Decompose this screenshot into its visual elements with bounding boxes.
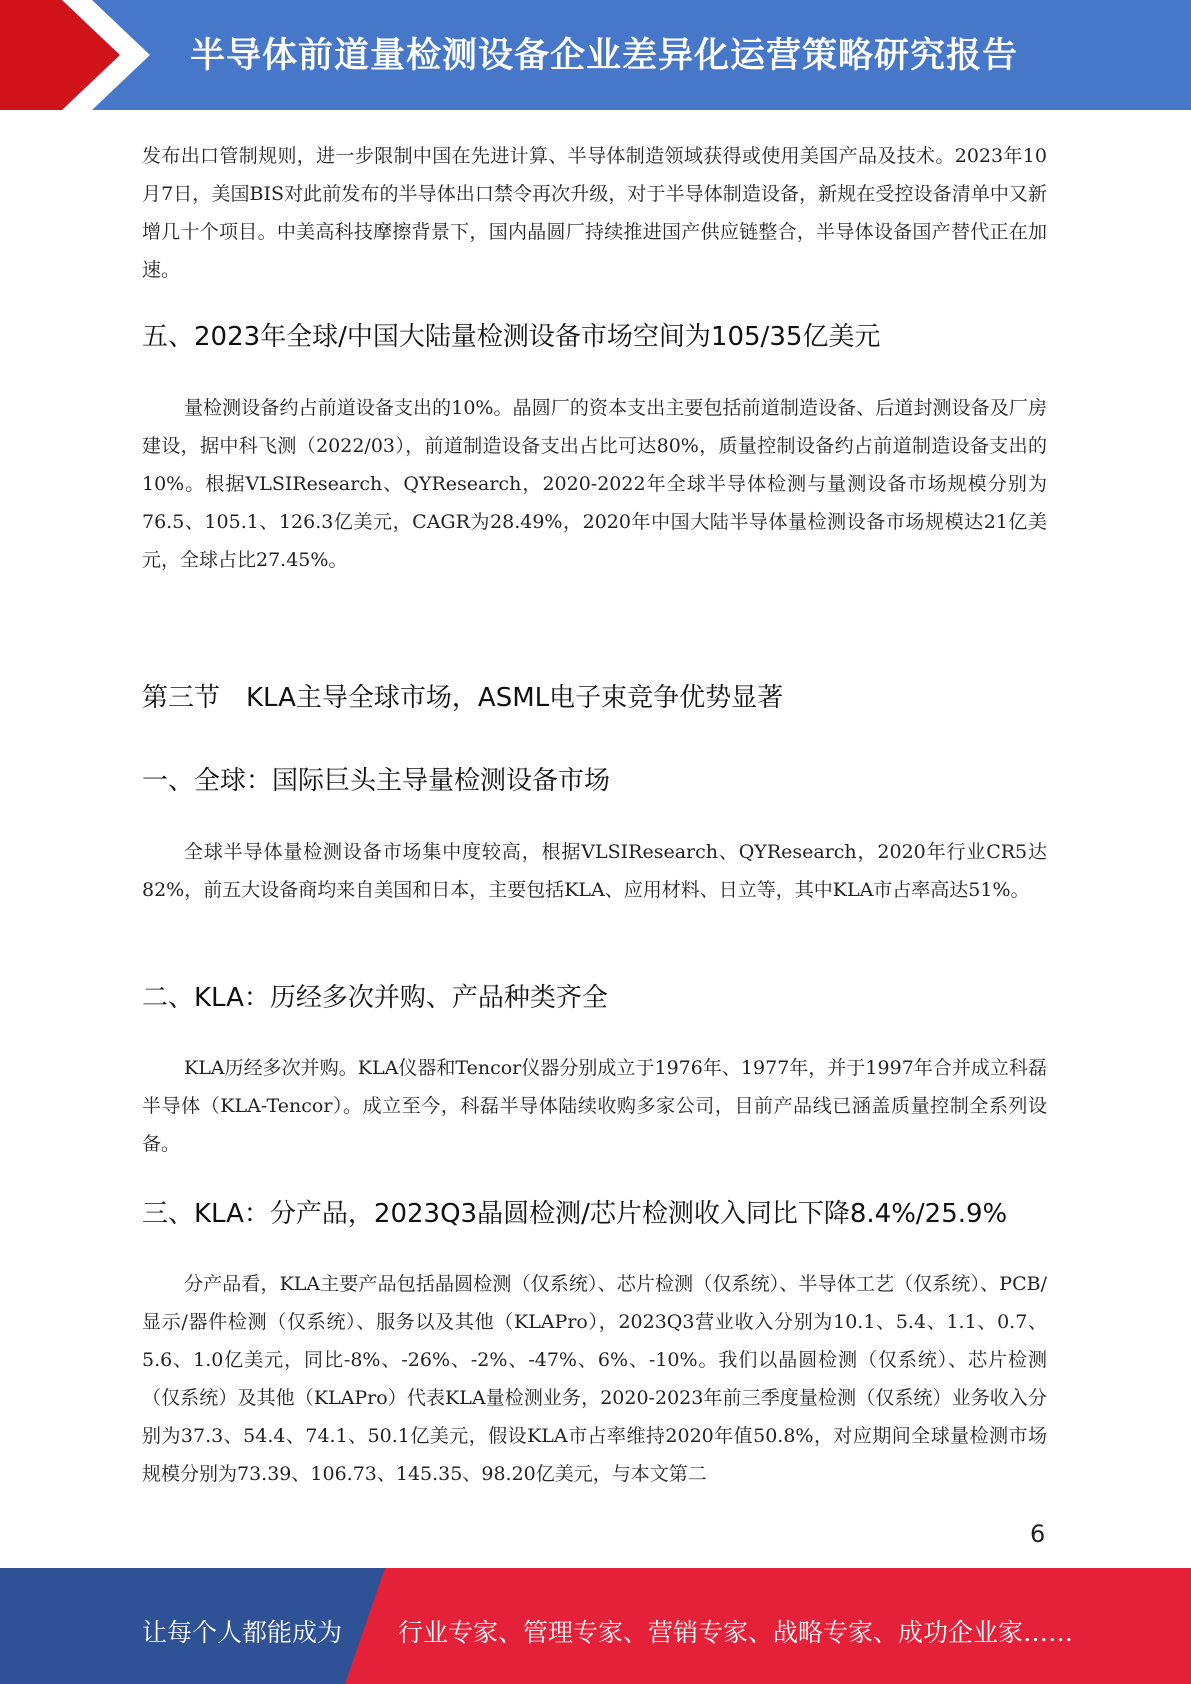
report-title: 半导体前道量检测设备企业差异化运营策略研究报告 bbox=[190, 36, 1019, 76]
page-header bbox=[0, 0, 1191, 110]
page-footer bbox=[0, 1568, 1191, 1684]
heading-kla-mergers: 二、KLA：历经多次并购、产品种类齐全 bbox=[142, 983, 608, 1013]
heading-market-size: 五、2023年全球/中国大陆量检测设备市场空间为105/35亿美元 bbox=[142, 322, 881, 352]
page-number: 6 bbox=[1030, 1520, 1046, 1548]
paragraph-market-size: 量检测设备约占前道设备支出的10%。晶圆厂的资本支出主要包括前道制造设备、后道封测设备及厂房建设，据中科飞测（2022/03），前道制造设备支出占比可达80%，质量控制设备约占前道制造设备支出的10%。根据VLSIResearch、QYResearch，2020-2022年全球半导体检测与量测设备市场规模分别为76.5、105.1、126.3亿美元，CAGR为28.49%，2020年中国大陆半导体量检测设备市场规模达21亿美元，全球占比27.45%。 bbox=[142, 397, 1047, 571]
footer-slogan-right: 行业专家、管理专家、营销专家、战略专家、成功企业家…… bbox=[398, 1618, 1074, 1647]
footer-slogan-left: 让每个人都能成为 bbox=[142, 1618, 343, 1647]
paragraph-kla-products: 分产品看，KLA主要产品包括晶圆检测（仅系统）、芯片检测（仅系统）、半导体工艺（仅系统）、PCB/显示/器件检测（仅系统）、服务以及其他（KLAPro），2023Q3营业收入分别为10.1、5.4、1.1、0.7、5.6、1.0亿美元，同比-8%、-26%、-2%、-47%、6%、-10%。我们以晶圆检测（仅系统）、芯片检测（仅系统）及其他（KLAPro）代表KLA量检测业务，2020-2023年前三季度量检测（仅系统）业务收入分别为37.3、54.4、74.1、50.1亿美元，假设KLA市占率维持2020年值50.8%，对应期间全球量检测市场规模分别为73.39、106.73、145.35、98.20亿美元，与本文第二 bbox=[142, 1273, 1047, 1485]
paragraph-global-market: 全球半导体量检测设备市场集中度较高，根据VLSIResearch、QYResearch，2020年行业CR5达82%，前五大设备商均来自美国和日本，主要包括KLA、应用材料、日立等，其中KLA市占率高达51%。 bbox=[142, 841, 1047, 901]
heading-kla-products: 三、KLA：分产品，2023Q3晶圆检测/芯片检测收入同比下降8.4%/25.9% bbox=[142, 1199, 1008, 1229]
section-heading-kla: 第三节 KLA主导全球市场，ASML电子束竞争优势显著 bbox=[142, 683, 784, 713]
heading-global-market: 一、全球：国际巨头主导量检测设备市场 bbox=[142, 766, 611, 796]
paragraph-export-controls: 发布出口管制规则，进一步限制中国在先进计算、半导体制造领域获得或使用美国产品及技术。2023年10月7日，美国BIS对此前发布的半导体出口禁令再次升级，对于半导体制造设备，新规在受控设备清单中又新增几十个项目。中美高科技摩擦背景下，国内晶圆厂持续推进国产供应链整合，半导体设备国产替代正在加速。 bbox=[142, 145, 1047, 281]
paragraph-kla-mergers: KLA历经多次并购。KLA仪器和Tencor仪器分别成立于1976年、1977年，并于1997年合并成立科磊半导体（KLA-Tencor）。成立至今，科磊半导体陆续收购多家公司，目前产品线已涵盖质量控制全系列设备。 bbox=[142, 1057, 1047, 1155]
